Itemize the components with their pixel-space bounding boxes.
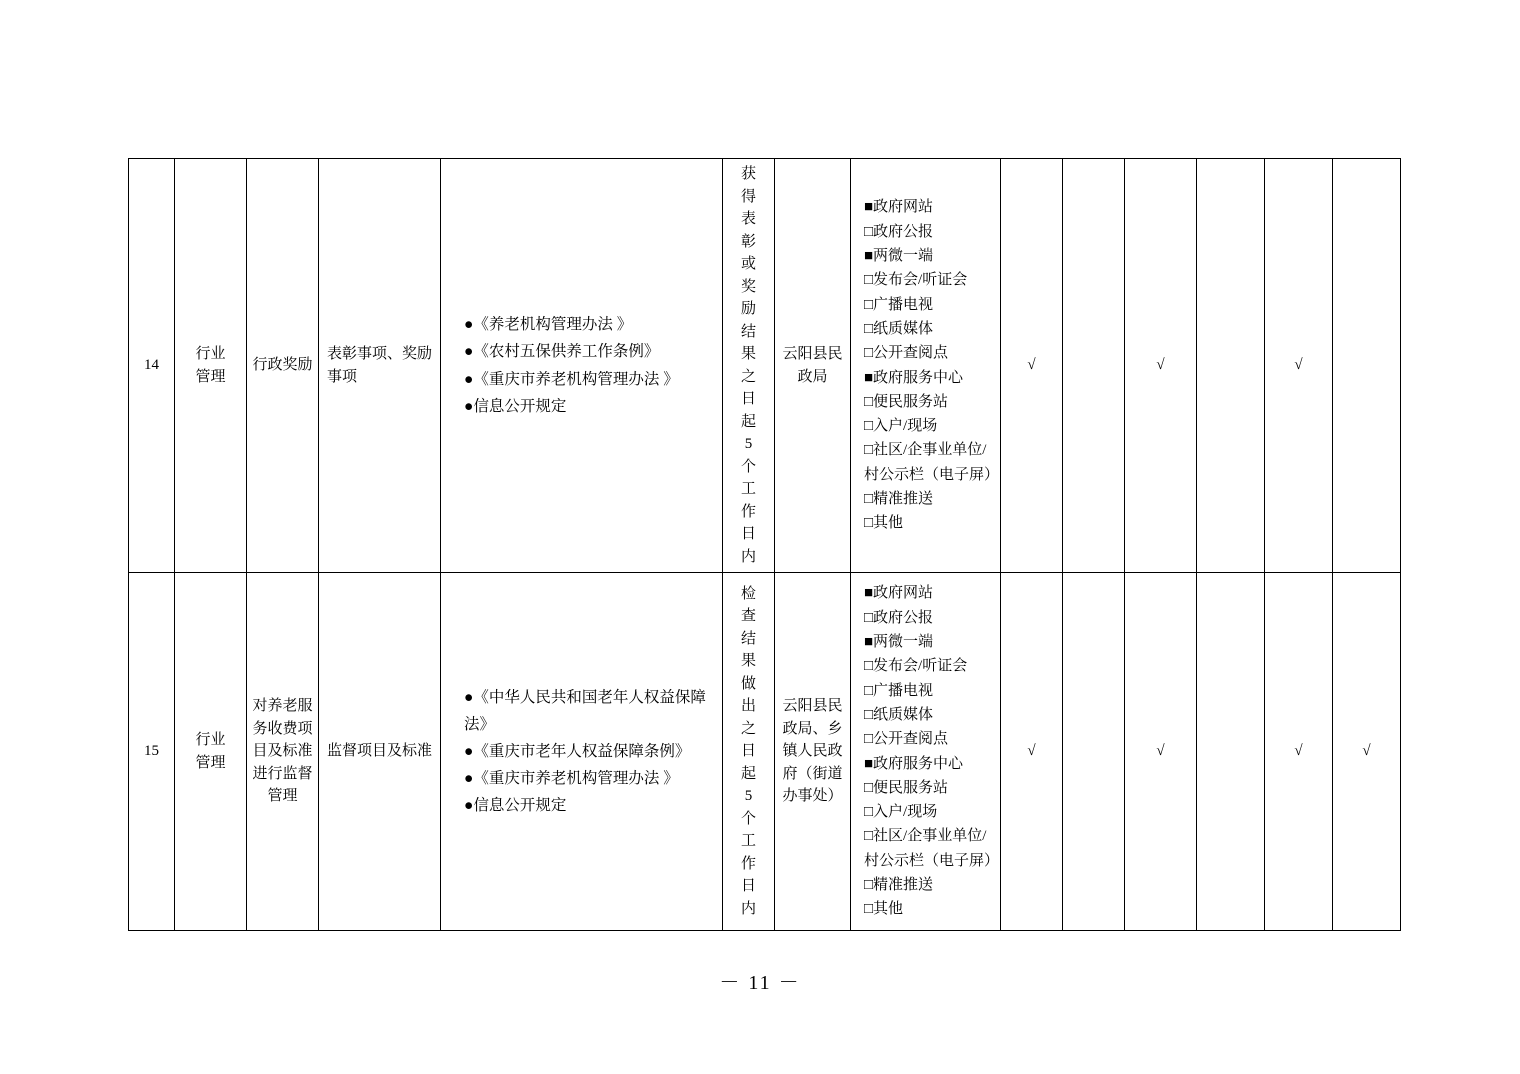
row-time-limit-text: 检查结果做出之日起 5 个工作日内 [741,585,757,917]
channel-option: ■政府网站 [864,585,934,602]
channel-option: □广播电视 [864,296,934,313]
basis-line: ●《养老机构管理办法 》 [464,316,633,334]
channel-option: □广播电视 [864,682,934,699]
channel-option: □发布会/听证会 [864,658,968,675]
page-number: － 11 － [719,972,801,994]
channel-option: □发布会/听证会 [864,272,968,289]
channel-option: □政府公报 [864,609,934,626]
channel-option: □公开查阅点 [864,731,949,748]
basis-line: ●信息公开规定 [464,397,567,415]
basis-line: ●《中华人民共和国老年人权益保障法》 [464,688,706,733]
channel-option: ■两微一端 [864,248,934,265]
row-item-text: 行政奖励 [252,357,313,374]
row-basis [441,573,723,931]
row-mark-1: √ [1001,159,1063,573]
channel-option: □政府公报 [864,223,934,240]
channel-option: □其他 [864,515,904,532]
row-category [175,159,247,573]
row-item-text: 对养老服务收费项目及标准进行监督管理 [252,698,313,805]
row-channels [851,159,1001,573]
basis-line: ●《农村五保供养工作条例》 [464,343,660,361]
basis-line: ●《重庆市养老机构管理办法 》 [464,770,679,788]
channel-option: ■政府网站 [864,199,934,216]
table-row [129,159,1401,573]
row-mark-1: √ [1001,573,1063,931]
channel-option: ■政府服务中心 [864,369,964,386]
row-mark-3: √ [1125,573,1197,931]
channel-option: ■两微一端 [864,634,934,651]
row-mark-6: √ [1333,573,1401,931]
row-mark-2 [1063,573,1125,931]
channel-option: □社区/企事业单位/村公示栏（电子屏） [864,442,1000,483]
row-content-text: 监督项目及标准 [327,743,433,760]
channel-option: □精准推送 [864,876,934,893]
row-mark-3: √ [1125,159,1197,573]
channel-option: □精准推送 [864,490,934,507]
row-category [175,573,247,931]
row-item [247,573,319,931]
channel-option: □纸质媒体 [864,320,934,337]
row-mark-4 [1197,159,1265,573]
channel-option: □社区/企事业单位/村公示栏（电子屏） [864,828,1000,869]
row-mark-2 [1063,159,1125,573]
row-mark-4 [1197,573,1265,931]
row-mark-5: √ [1265,159,1333,573]
row-index: 14 [129,159,175,573]
channel-option: □便民服务站 [864,393,949,410]
row-index: 15 [129,573,175,931]
row-channels [851,573,1001,931]
row-organization-text: 云阳县民政局、乡镇人民政府（街道办事处） [782,698,843,805]
channel-option: □纸质媒体 [864,706,934,723]
row-item [247,159,319,573]
row-category-text: 行业管理 [195,732,226,771]
row-mark-5: √ [1265,573,1333,931]
channel-option: □便民服务站 [864,779,949,796]
basis-line: ●《重庆市老年人权益保障条例》 [464,742,691,760]
row-time-limit [723,573,775,931]
row-organization-text: 云阳县民政局 [782,346,843,385]
basis-line: ●《重庆市养老机构管理办法 》 [464,370,679,388]
row-time-limit [723,159,775,573]
channel-option: ■政府服务中心 [864,755,964,772]
channel-option: □入户/现场 [864,804,938,821]
row-category-text: 行业管理 [195,346,226,385]
row-mark-6 [1333,159,1401,573]
row-basis [441,159,723,573]
row-time-limit-text: 获得表彰或奖励结果之日起 5 个工作日内 [741,166,757,565]
channel-option: □公开查阅点 [864,345,949,362]
channel-option: □其他 [864,901,904,918]
row-content [319,573,441,931]
table-row [129,573,1401,931]
row-organization [775,573,851,931]
row-content [319,159,441,573]
row-content-text: 表彰事项、奖励事项 [327,346,433,385]
disclosure-table [128,158,1401,931]
channel-option: □入户/现场 [864,418,938,435]
row-organization [775,159,851,573]
basis-line: ●信息公开规定 [464,797,567,815]
